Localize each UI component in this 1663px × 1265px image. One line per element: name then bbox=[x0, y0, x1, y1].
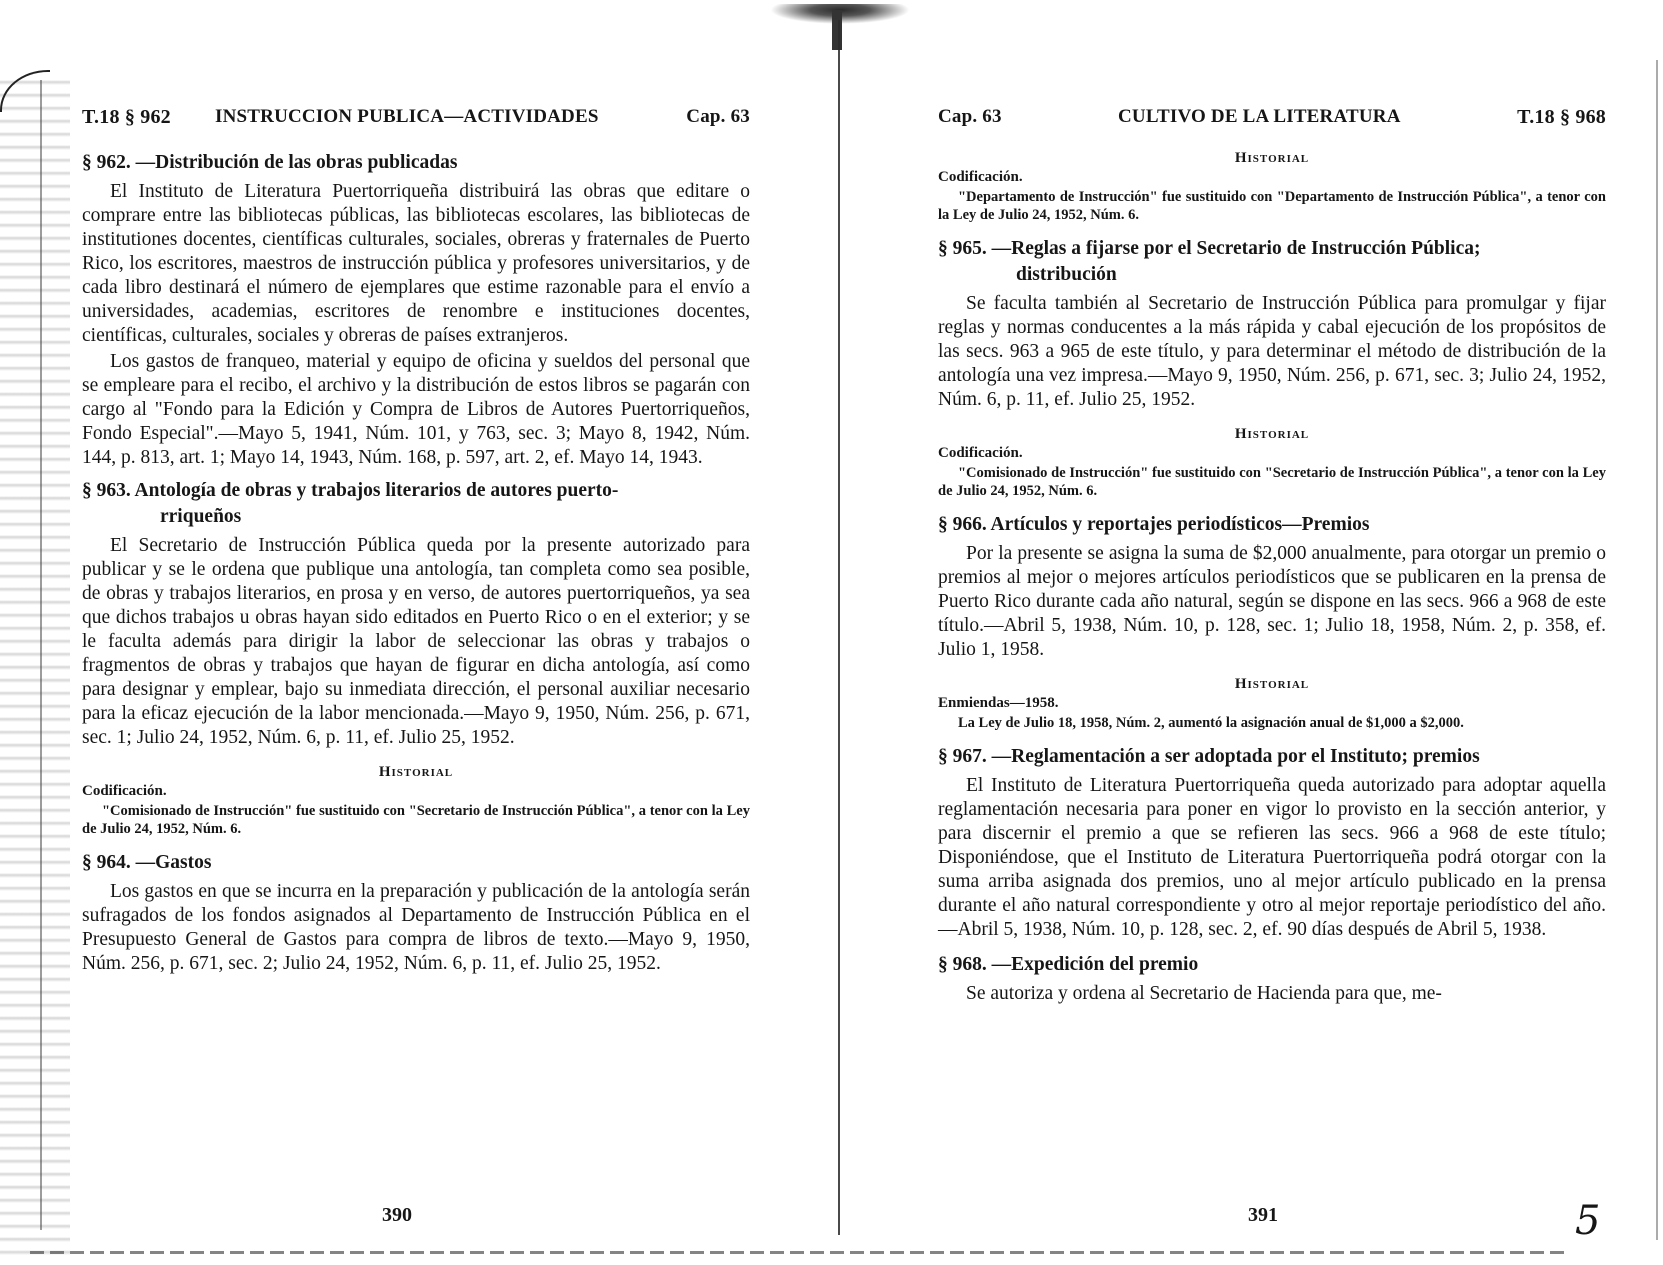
section-heading-text: § 965. —Reglas a fijarse por el Secretario de Instrucción Pública; bbox=[938, 238, 1481, 259]
left-text-column bbox=[82, 150, 750, 978]
page-number-left: 390 bbox=[382, 1204, 412, 1226]
section-heading bbox=[82, 478, 750, 530]
historial-text: La Ley de Julio 18, 1958, Núm. 2, aumentó la asignación anual de $1,000 a $2,000. bbox=[958, 715, 1464, 731]
section-heading: § 962. —Distribución de las obras publicadas bbox=[82, 152, 458, 173]
section-heading: § 966. Artículos y reportajes periodísticos—Premios bbox=[938, 514, 1370, 535]
historial-block bbox=[938, 676, 1606, 732]
section-967 bbox=[938, 744, 1606, 942]
historial-subtitle: Codificación. bbox=[82, 783, 167, 799]
section-paragraph: El Instituto de Literatura Puertorriqueña distribuirá las obras que editare o comprare entre las bibliotecas públicas, las bibliotecas escolares, las bibliotecas de institutiones docentes, científicas culturales, sociales, obreras y fraternales de Puerto Rico, los escritores, maestros de instrucción pública y profesores universitarios, y de cada libro destinará el número de ejemplares que estime razonable para el envío a universidades, academias, escritores de renombre e instituciones docentes, científicas, culturales, sociales y obreras de países extranjeros. bbox=[82, 181, 750, 346]
historial-block bbox=[82, 764, 750, 838]
section-963 bbox=[82, 478, 750, 838]
historial-title: Historial bbox=[1234, 150, 1310, 166]
historial-subtitle: Codificación. bbox=[938, 445, 1023, 461]
section-heading: § 967. —Reglamentación a ser adoptada por el Instituto; premios bbox=[938, 746, 1480, 767]
running-head-code: T.18 § 962 bbox=[82, 106, 171, 128]
running-head-title: INSTRUCCION PUBLICA—ACTIVIDADES bbox=[215, 106, 599, 127]
section-heading: § 968. —Expedición del premio bbox=[938, 954, 1199, 975]
historial-text: "Departamento de Instrucción" fue sustituido con "Departamento de Instrucción Pública", a tenor con la Ley de Julio 24, 1952, Núm. 6. bbox=[938, 189, 1606, 223]
section-paragraph: El Instituto de Literatura Puertorriqueña queda autorizado para adoptar aquella reglamentación necesaria para poner en vigor lo provisto en la sección anterior, y para discernir el premio a que se refieren las secs. 966 a 968 de este título; Disponiéndose, que el Instituto de Literatura Puertorriqueña podrá otorgar con la suma arriba asignada dos premios, uno al mejor artículo publicado en la prensa durante el año natural correspondiente y otro al mejor reportaje periodístico del año.—Abril 5, 1938, Núm. 10, p. 128, sec. 2, ef. 90 días después de Abril 5, 1938. bbox=[938, 775, 1606, 940]
running-head-title: CULTIVO DE LA LITERATURA bbox=[1118, 106, 1401, 127]
section-962 bbox=[82, 150, 750, 470]
section-968 bbox=[938, 952, 1606, 1006]
section-paragraph: Los gastos en que se incurra en la preparación y publicación de la antología serán sufragados de los fondos asignados al Departamento de Instrucción Pública en el Presupuesto General de Gastos para compra de libros de texto.—Mayo 9, 1950, Núm. 256, p. 671, sec. 2; Julio 24, 1952, Núm. 6, p. 11, ef. Julio 25, 1952. bbox=[82, 881, 750, 974]
historial-block bbox=[938, 150, 1606, 224]
section-965 bbox=[938, 236, 1606, 500]
historial-title: Historial bbox=[1234, 676, 1310, 692]
running-head-chapter: Cap. 63 bbox=[938, 106, 1002, 127]
historial-text: "Comisionado de Instrucción" fue sustituido con "Secretario de Instrucción Pública", a tenor con la Ley de Julio 24, 1952, Núm. 6. bbox=[82, 803, 750, 837]
handwritten-page-mark: 5 bbox=[1575, 1198, 1601, 1244]
section-paragraph: Se autoriza y ordena al Secretario de Hacienda para que, me- bbox=[966, 983, 1442, 1004]
historial-subtitle: Codificación. bbox=[938, 169, 1023, 185]
section-heading: § 964. —Gastos bbox=[82, 852, 212, 873]
section-paragraph: Se faculta también al Secretario de Instrucción Pública para promulgar y fijar reglas y normas conducentes a la más rápida y cabal ejecución de los propósitos de las secs. 963 a 965 de este título, y para determinar el método de distribución de la antología una vez impresa.—Mayo 9, 1950, Núm. 256, p. 671, sec. 3; Julio 24, 1952, Núm. 6, p. 11, ef. Julio 25, 1952. bbox=[938, 293, 1606, 410]
section-964 bbox=[82, 850, 750, 976]
historial-title: Historial bbox=[1234, 426, 1310, 442]
section-heading-text: § 963. Antología de obras y trabajos literarios de autores puerto- bbox=[82, 480, 619, 501]
historial-title: Historial bbox=[378, 764, 454, 780]
section-966 bbox=[938, 512, 1606, 732]
running-head-code: T.18 § 968 bbox=[1517, 106, 1606, 128]
section-paragraph: Por la presente se asigna la suma de $2,000 anualmente, para otorgar un premio o premios al mejor o mejores artículos periodísticos que se publicaren en la prensa de Puerto Rico durante cada año natural, según se dispone en las secs. 966 a 968 de este título.—Abril 5, 1938, Núm. 10, p. 128, sec. 1; Julio 18, 1958, Núm. 2, p. 358, ef. Julio 1, 1958. bbox=[938, 543, 1606, 660]
section-paragraph: El Secretario de Instrucción Pública queda por la presente autorizado para publicar y se le ordena que publique una antología, tan completa como sea posible, de obras y trabajos literarios, en prosa y en verso, de autores puertorriqueños, ya sea que dichos trabajos u obras hayan sido editados en Puerto Rico o en el exterior; y se le faculta además para dirigir la labor de seleccionar las obras y trabajos o fragmentos de obras y trabajos que hayan de figurar en dicha antología, así como para designar y emplear, bajo su inmediata dirección, el personal auxiliar necesario para la eficaz ejecución de la labor mencionada.—Mayo 9, 1950, Núm. 256, p. 671, sec. 1; Julio 24, 1952, Núm. 6, p. 11, ef. Julio 25, 1952. bbox=[82, 535, 750, 748]
historial-subtitle: Enmiendas—1958. bbox=[938, 695, 1059, 711]
historial-text: "Comisionado de Instrucción" fue sustituido con "Secretario de Instrucción Pública", a tenor con la Ley de Julio 24, 1952, Núm. 6. bbox=[938, 465, 1606, 499]
running-head-chapter: Cap. 63 bbox=[686, 106, 750, 127]
section-heading-continuation: rriqueños bbox=[160, 506, 242, 527]
section-paragraph: Los gastos de franqueo, material y equipo de oficina y sueldos del personal que se empleare para el recibo, el archivo y la distribución de estos libros se pagarán con cargo al "Fondo para la Edición y Compra de Libros de Autores Puertorriqueños, Fondo Especial".—Mayo 5, 1941, Núm. 101, y 763, sec. 3; Mayo 8, 1942, Núm. 144, p. 813, art. 1; Mayo 14, 1943, Núm. 168, p. 597, art. 2, ef. Mayo 14, 1943. bbox=[82, 351, 750, 468]
section-heading bbox=[938, 236, 1606, 288]
page-number-right: 391 bbox=[1248, 1204, 1278, 1226]
historial-block bbox=[938, 426, 1606, 500]
right-text-column bbox=[938, 150, 1606, 1008]
section-heading-continuation: distribución bbox=[1016, 264, 1117, 285]
